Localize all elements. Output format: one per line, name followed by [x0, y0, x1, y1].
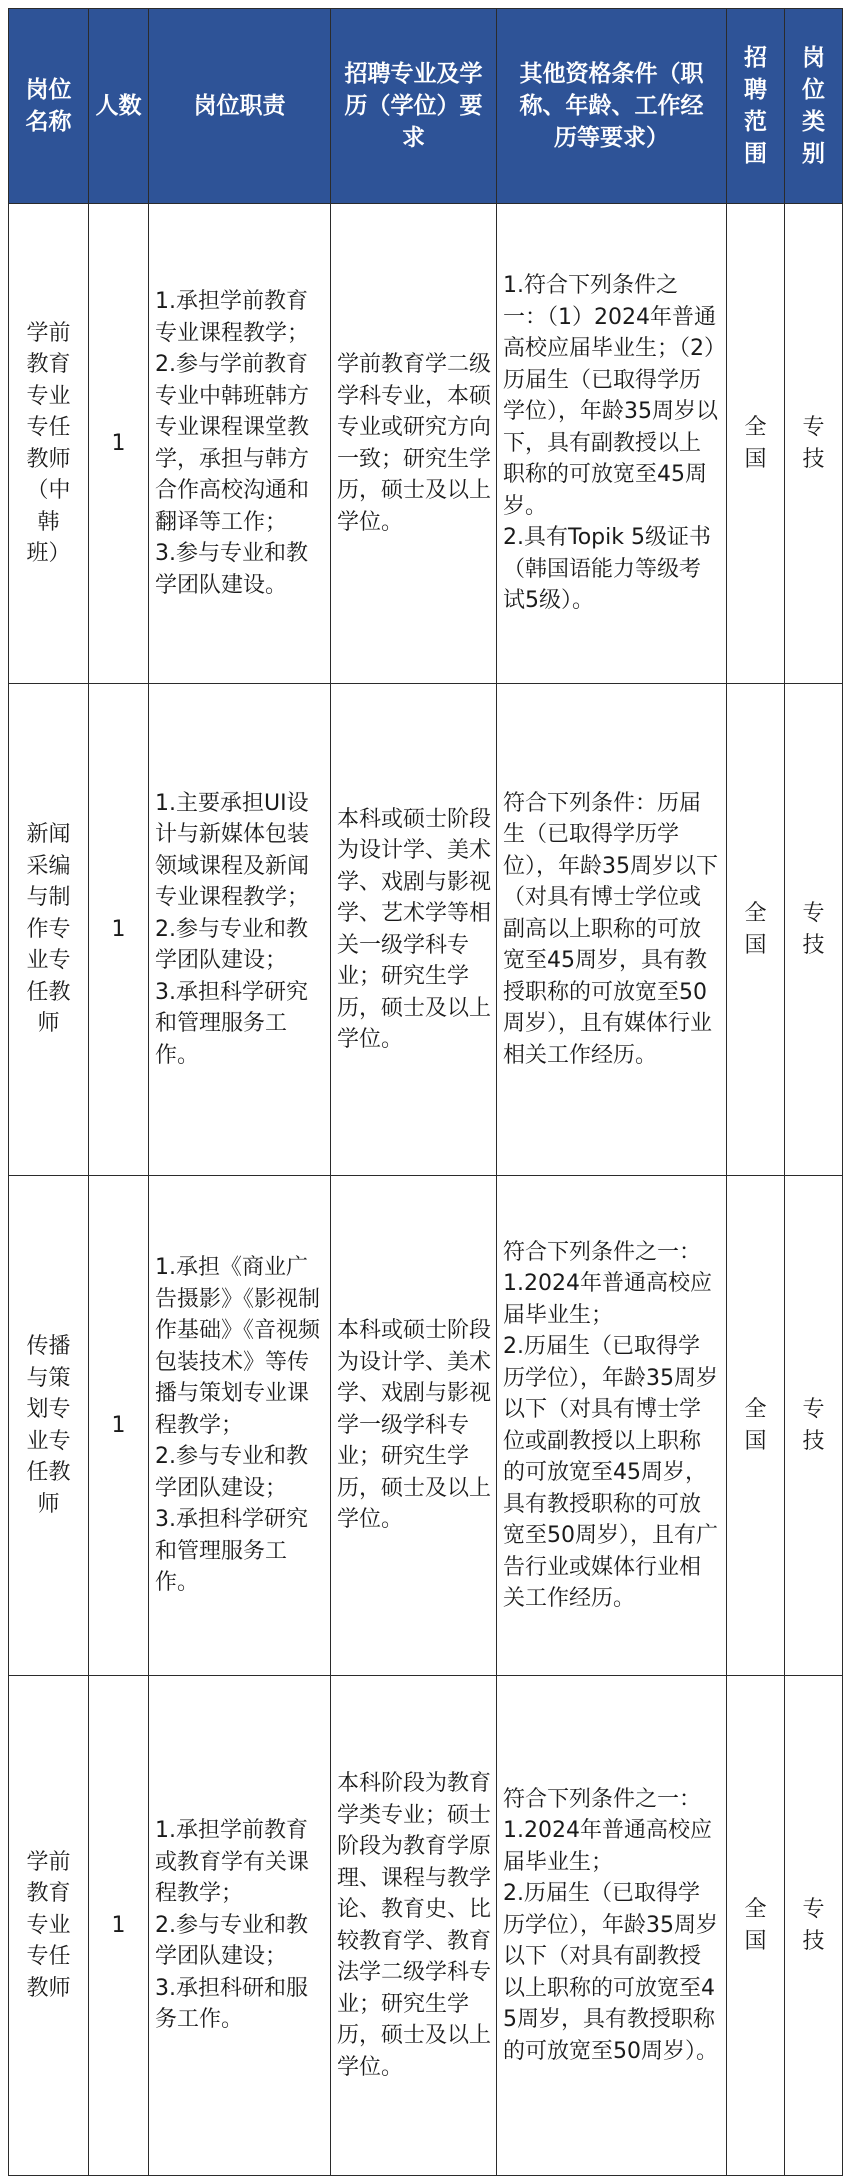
recruitment-table: [8, 8, 843, 2176]
duties-cell: 1.承担学前教育专业课程教学； 2.参与学前教育专业中韩班韩方专业课程课堂教学，承担与韩方合作高校沟通和翻译等工作； 3.参与专业和教学团队建设。: [149, 204, 331, 684]
position-name-cell: 新闻采编与制作专业专任教师: [9, 684, 89, 1176]
major-cell: 学前教育学二级学科专业，本硕专业或研究方向一致；研究生学历，硕士及以上学位。: [331, 204, 497, 684]
header-position-name: 岗位名称: [9, 9, 89, 204]
position-name-cell: 学前教育专业专任教师: [9, 1676, 89, 2176]
header-type: 岗位类别: [785, 9, 843, 204]
other-requirements-cell: 符合下列条件：历届生（已取得学历学位），年龄35周岁以下（对具有博士学位或副高以上职称的可放宽至45周岁，具有教授职称的可放宽至50周岁），且有媒体行业相关工作经历。: [497, 684, 727, 1176]
header-major-education: 招聘专业及学历（学位）要求: [331, 9, 497, 204]
table-row: [9, 1676, 843, 2176]
table-row: [9, 204, 843, 684]
type-cell: 专技: [785, 1676, 843, 2176]
header-count: 人数: [89, 9, 149, 204]
type-cell: 专技: [785, 684, 843, 1176]
scope-cell: 全国: [727, 1176, 785, 1676]
count-cell: 1: [89, 1176, 149, 1676]
duties-cell: 1.主要承担UI设计与新媒体包装领域课程及新闻专业课程教学； 2.参与专业和教学团队建设； 3.承担科学研究和管理服务工作。: [149, 684, 331, 1176]
other-requirements-cell: 1.符合下列条件之一：（1）2024年普通高校应届毕业生；（2）历届生（已取得学历学位），年龄35周岁以下，具有副教授以上职称的可放宽至45周岁。 2.具有Topik 5级证书（韩国语能力等级考试5级）。: [497, 204, 727, 684]
scope-cell: 全国: [727, 684, 785, 1176]
other-requirements-cell: 符合下列条件之一：1.2024年普通高校应届毕业生； 2.历届生（已取得学历学位），年龄35周岁以下（对具有副教授以上职称的可放宽至45周岁，具有教授职称的可放宽至50周岁）。: [497, 1676, 727, 2176]
scope-cell: 全国: [727, 1676, 785, 2176]
header-duties: 岗位职责: [149, 9, 331, 204]
table-row: [9, 1176, 843, 1676]
type-cell: 专技: [785, 204, 843, 684]
position-name-cell: 学前教育专业专任教师（中韩班）: [9, 204, 89, 684]
count-cell: 1: [89, 1676, 149, 2176]
table-body: [9, 204, 843, 2176]
major-cell: 本科阶段为教育学类专业；硕士阶段为教育学原理、课程与教学论、教育史、比较教育学、教育法学二级学科专业；研究生学历，硕士及以上学位。: [331, 1676, 497, 2176]
position-name-cell: 传播与策划专业专任教师: [9, 1176, 89, 1676]
header-scope: 招聘范围: [727, 9, 785, 204]
table-row: [9, 684, 843, 1176]
count-cell: 1: [89, 684, 149, 1176]
type-cell: 专技: [785, 1176, 843, 1676]
count-cell: 1: [89, 204, 149, 684]
scope-cell: 全国: [727, 204, 785, 684]
duties-cell: 1.承担《商业广告摄影》《影视制作基础》《音视频包装技术》等传播与策划专业课程教学； 2.参与专业和教学团队建设； 3.承担科学研究和管理服务工作。: [149, 1176, 331, 1676]
other-requirements-cell: 符合下列条件之一：1.2024年普通高校应届毕业生； 2.历届生（已取得学历学位），年龄35周岁以下（对具有博士学位或副教授以上职称的可放宽至45周岁，具有教授职称的可放宽至50周岁），且有广告行业或媒体行业相关工作经历。: [497, 1176, 727, 1676]
major-cell: 本科或硕士阶段为设计学、美术学、戏剧与影视学一级学科专业；研究生学历，硕士及以上学位。: [331, 1176, 497, 1676]
table-header: [9, 9, 843, 204]
header-other-requirements: 其他资格条件（职称、年龄、工作经历等要求）: [497, 9, 727, 204]
header-row: [9, 9, 843, 204]
duties-cell: 1.承担学前教育或教育学有关课程教学； 2.参与专业和教学团队建设； 3.承担科研和服务工作。: [149, 1676, 331, 2176]
major-cell: 本科或硕士阶段为设计学、美术学、戏剧与影视学、艺术学等相关一级学科专业；研究生学历，硕士及以上学位。: [331, 684, 497, 1176]
